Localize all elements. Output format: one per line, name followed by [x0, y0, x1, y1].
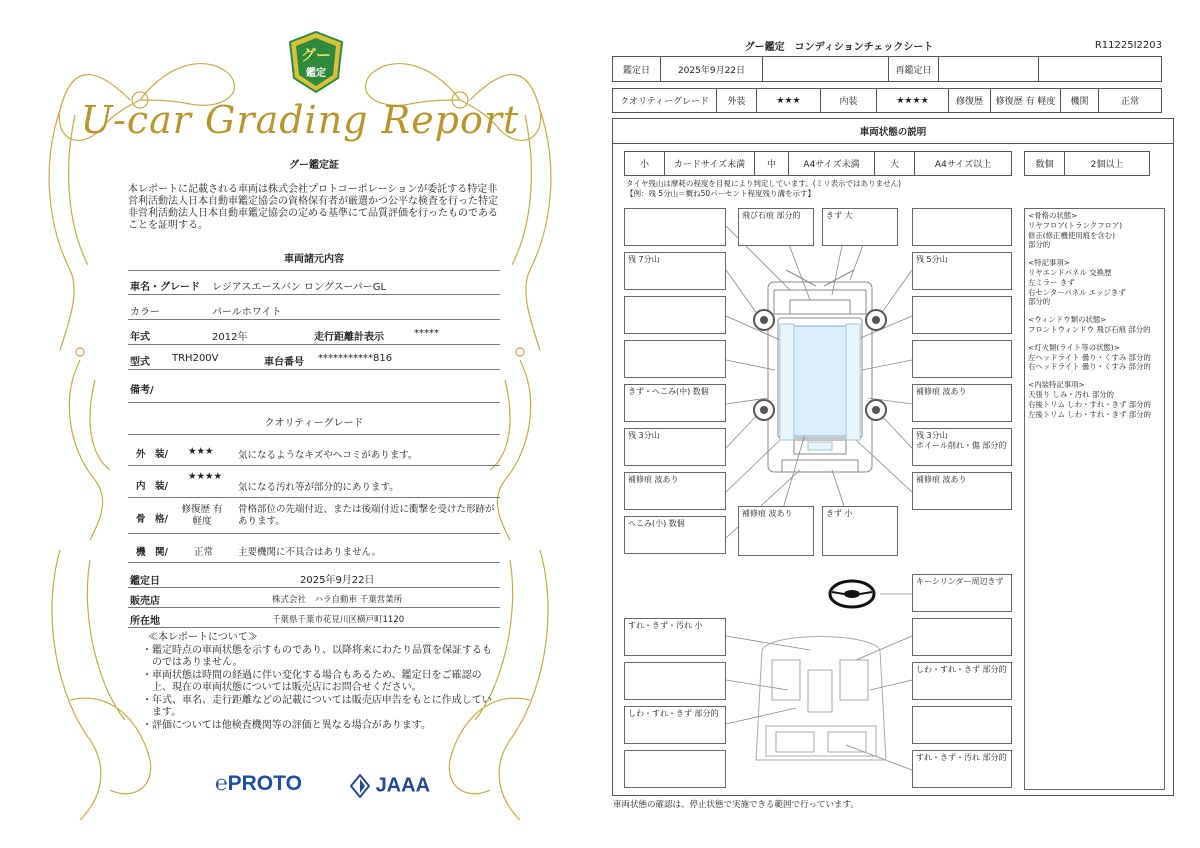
condition-box-bot-mid-left: 補修痕 波あり: [738, 506, 814, 556]
interior-value: ★★★★: [877, 89, 949, 112]
medium-desc: A4サイズ未満: [789, 152, 875, 175]
engine-grade: 正常: [194, 547, 214, 558]
condition-box-left-1: [624, 208, 726, 246]
note-item: ・評価については他検査機関等の評価と異なる場合があります。: [142, 719, 431, 731]
special-notes: <特記事項> リヤエンドパネル 交換歴 左ミラー きず 右センターパネル エッジきず 部分的: [1028, 258, 1126, 307]
remarks-label: 備考/: [130, 385, 154, 396]
repair-value: 修復歴 有 軽度: [991, 89, 1061, 112]
engine-label: 機関: [1061, 89, 1099, 112]
certificate-heading: グー鑑定証: [289, 160, 339, 171]
condition-box-bot-mid-right: きず 小: [822, 506, 898, 556]
condition-box-right-1: [912, 208, 1012, 246]
spec-row-color: [128, 296, 500, 320]
mileage-label: 走行距離計表示: [314, 332, 384, 343]
reappraisal-label: 再鑑定日: [889, 57, 939, 81]
engine-label: 機 関/: [136, 547, 168, 558]
quality-heading: クオリティーグレード: [264, 418, 364, 429]
key-cylinder-box: キーシリンダー周辺きず: [912, 574, 1012, 612]
note-item: ・年式、車名、走行距離などの記載については販売店申告をもとに作成しています。: [142, 694, 492, 718]
quality-row-frame: [128, 499, 500, 534]
frame-grade: 修復歴 有 軽度: [181, 504, 223, 527]
quality-label: クオリティーグレード: [613, 89, 717, 112]
svg-text:鑑定: 鑑定: [306, 68, 326, 79]
spec-heading: 車両諸元内容: [284, 254, 344, 265]
note-item: ・車両状態は時間の経過に伴い変化する場合もあるため、鑑定日をご確認の上、現在の車両状態については販売店にお問合せください。: [142, 669, 482, 693]
condition-box-right-6: 残 3分山 ホイール削れ・傷 部分的: [912, 428, 1012, 466]
date-value: 2025年9月22日: [661, 57, 763, 81]
large-desc: A4サイズ以上: [934, 160, 992, 170]
condition-box-right-2: 残 5分山: [912, 252, 1012, 290]
address-row: [128, 608, 500, 628]
count-desc: 2個以上: [1090, 160, 1124, 170]
frame-notes: <骨格の状態> リヤフロア(トランクフロア) 修正(修正機使用痕を含む) 部分的: [1028, 211, 1123, 250]
color-value: パールホワイト: [212, 307, 282, 318]
footnote: 車両状態の確認は、停止状態で実施できる範囲で行っています。: [613, 800, 859, 810]
medium-label: 中: [755, 152, 789, 175]
report-title: U-car Grading Report: [80, 98, 520, 142]
dealer-label: 販売店: [130, 596, 160, 607]
interior-notes: <内装特記事項> 天張り しみ・汚れ 部分的 右後トリム しわ・すれ・きず 部分的 左後トリム しわ・すれ・きず 部分的: [1028, 380, 1151, 419]
note-item: ・鑑定時点の車両状態を示すものであり、以降将来にわたり品質を保証するものではありません。: [142, 644, 492, 668]
condition-box-left-8: へこみ(小) 数個: [624, 516, 726, 554]
condition-box-top-mid-left: 飛び石痕 部分的: [738, 208, 814, 246]
interior-box-left-1: すれ・きず・汚れ 小: [624, 618, 726, 656]
interior-box-right-3: [912, 706, 1012, 744]
color-label: カラー: [130, 307, 160, 318]
small-desc: カードサイズ未満: [665, 152, 755, 175]
spec-row-model: [128, 346, 500, 370]
condition-check-sheet: [600, 0, 1200, 848]
jaaa-emblem-icon: [350, 774, 370, 798]
interior-box-right-2: しわ・すれ・きず 部分的: [912, 662, 1012, 700]
appraisal-date-value: 2025年9月22日: [300, 575, 375, 586]
tire-note: タイヤ残山は摩耗の程度を目視により判定しています。(ミリ表示ではありません) 【例：残 5分山＝概ね50パーセント程度残り溝を示す】: [626, 179, 902, 198]
address-value: 千葉県千葉市花見川区横戸町1120: [272, 615, 405, 625]
condition-side-notes: [1024, 208, 1165, 790]
model-value: TRH200V: [172, 353, 219, 364]
year-label: 年式: [130, 332, 150, 343]
year-value: 2012年: [212, 332, 248, 343]
condition-box-left-6: 残 3分山: [624, 428, 726, 466]
chassis-value: ***********816: [318, 353, 393, 364]
condition-box-right-4: [912, 340, 1012, 378]
exterior-label: 外 装/: [136, 449, 168, 460]
small-label: 小: [625, 152, 665, 175]
engine-desc: 主要機関に不具合はありません。: [238, 547, 382, 558]
sheet-title: グー鑑定 コンディションチェックシート: [744, 42, 934, 53]
mileage-value: *****: [414, 328, 439, 339]
condition-box-right-7: 補修痕 波あり: [912, 472, 1012, 510]
spec-row-year: [128, 321, 500, 345]
interior-grade: ★★★★: [188, 471, 223, 482]
quality-row-exterior: [128, 435, 500, 466]
quality-row-interior: [128, 467, 500, 498]
interior-box-left-3: しわ・すれ・きず 部分的: [624, 706, 726, 744]
svg-text:グー: グー: [300, 46, 332, 64]
dealer-value: 株式会社 ハラ自動車 千葉営業所: [272, 595, 403, 605]
condition-box-left-7: 補修痕 波あり: [624, 472, 726, 510]
count-label: 数個: [1025, 152, 1065, 175]
condition-box-left-5: きず・へこみ(中) 数個: [624, 384, 726, 422]
exterior-desc: 気になるようなキズやヘコミがあります。: [238, 450, 418, 461]
spec-row-remarks: [128, 371, 500, 403]
sheet-code: R11225I2203: [1094, 40, 1162, 51]
quality-row-engine: [128, 535, 500, 563]
name-value: レジアスエースバン ロングスーパーGL: [212, 282, 387, 293]
steering-wheel-icon: [830, 581, 874, 607]
condition-box-left-4: [624, 340, 726, 378]
exterior-grade: ★★★: [188, 446, 214, 457]
interior-label: 内 装/: [136, 481, 168, 492]
engine-value: 正常: [1120, 97, 1139, 107]
exterior-label: 外装: [717, 89, 757, 112]
name-label: 車名・グレード: [130, 282, 200, 293]
notes-title: ≪本レポートについて≫: [148, 632, 258, 643]
condition-box-right-5: 補修痕 波あり: [912, 384, 1012, 422]
goo-appraisal-badge: [288, 30, 344, 94]
condition-heading: 車両状態の説明: [612, 118, 1174, 144]
interior-box-right-1: [912, 618, 1012, 656]
large-label: 大: [875, 152, 915, 175]
window-notes: <ウィンドウ類の状態> フロントウィンドウ 飛び石痕 部分的: [1028, 315, 1151, 334]
model-label: 型式: [130, 357, 150, 368]
chassis-label: 車台番号: [264, 357, 304, 368]
jaaa-logo: JAAA: [350, 774, 430, 798]
light-notes: <灯火類(ライト等の状態)> 左ヘッドライト 曇り・くすみ 部分的 右ヘッドライト 曇り・くすみ 部分的: [1028, 342, 1151, 372]
frame-label: 骨 格/: [136, 514, 168, 525]
address-label: 所在地: [130, 616, 160, 627]
appraisal-date-label: 鑑定日: [130, 576, 160, 587]
condition-box-left-2: 残 7分山: [624, 252, 726, 290]
interior-desc: 気になる汚れ等が部分的にあります。: [238, 482, 399, 493]
spec-row-name: [128, 271, 500, 295]
appraisal-date-row: [128, 566, 500, 588]
interior-box-left-2: [624, 662, 726, 700]
frame-desc: 骨格部位の先端付近、または後端付近に衝撃を受けた形跡があります。: [238, 504, 495, 527]
interior-box-left-4: [624, 750, 726, 788]
exterior-value: ★★★: [757, 89, 821, 112]
repair-label: 修復歴: [949, 89, 991, 112]
interior-box-right-4: すれ・きず・汚れ 部分的: [912, 750, 1012, 788]
certificate-text: 本レポートに記載される車両は株式会社プロトコーポレーションが委託する特定非営利活動法人日本自動車鑑定協会の資格保有者が厳選かつ公平な検査を行った特定非営利活動法人日本自動車鑑定協会の定める基準にて品質評価を行ったものであることを証明する。: [128, 184, 498, 231]
interior-label: 内装: [821, 89, 877, 112]
dealer-row: [128, 588, 500, 608]
report-notes: [140, 632, 500, 732]
condition-box-left-3: [624, 296, 726, 334]
date-label: 鑑定日: [613, 57, 661, 81]
condition-box-top-mid-right: きず 大: [822, 208, 898, 246]
proto-logo: ℮PROTO: [215, 772, 302, 795]
condition-box-right-3: [912, 296, 1012, 334]
